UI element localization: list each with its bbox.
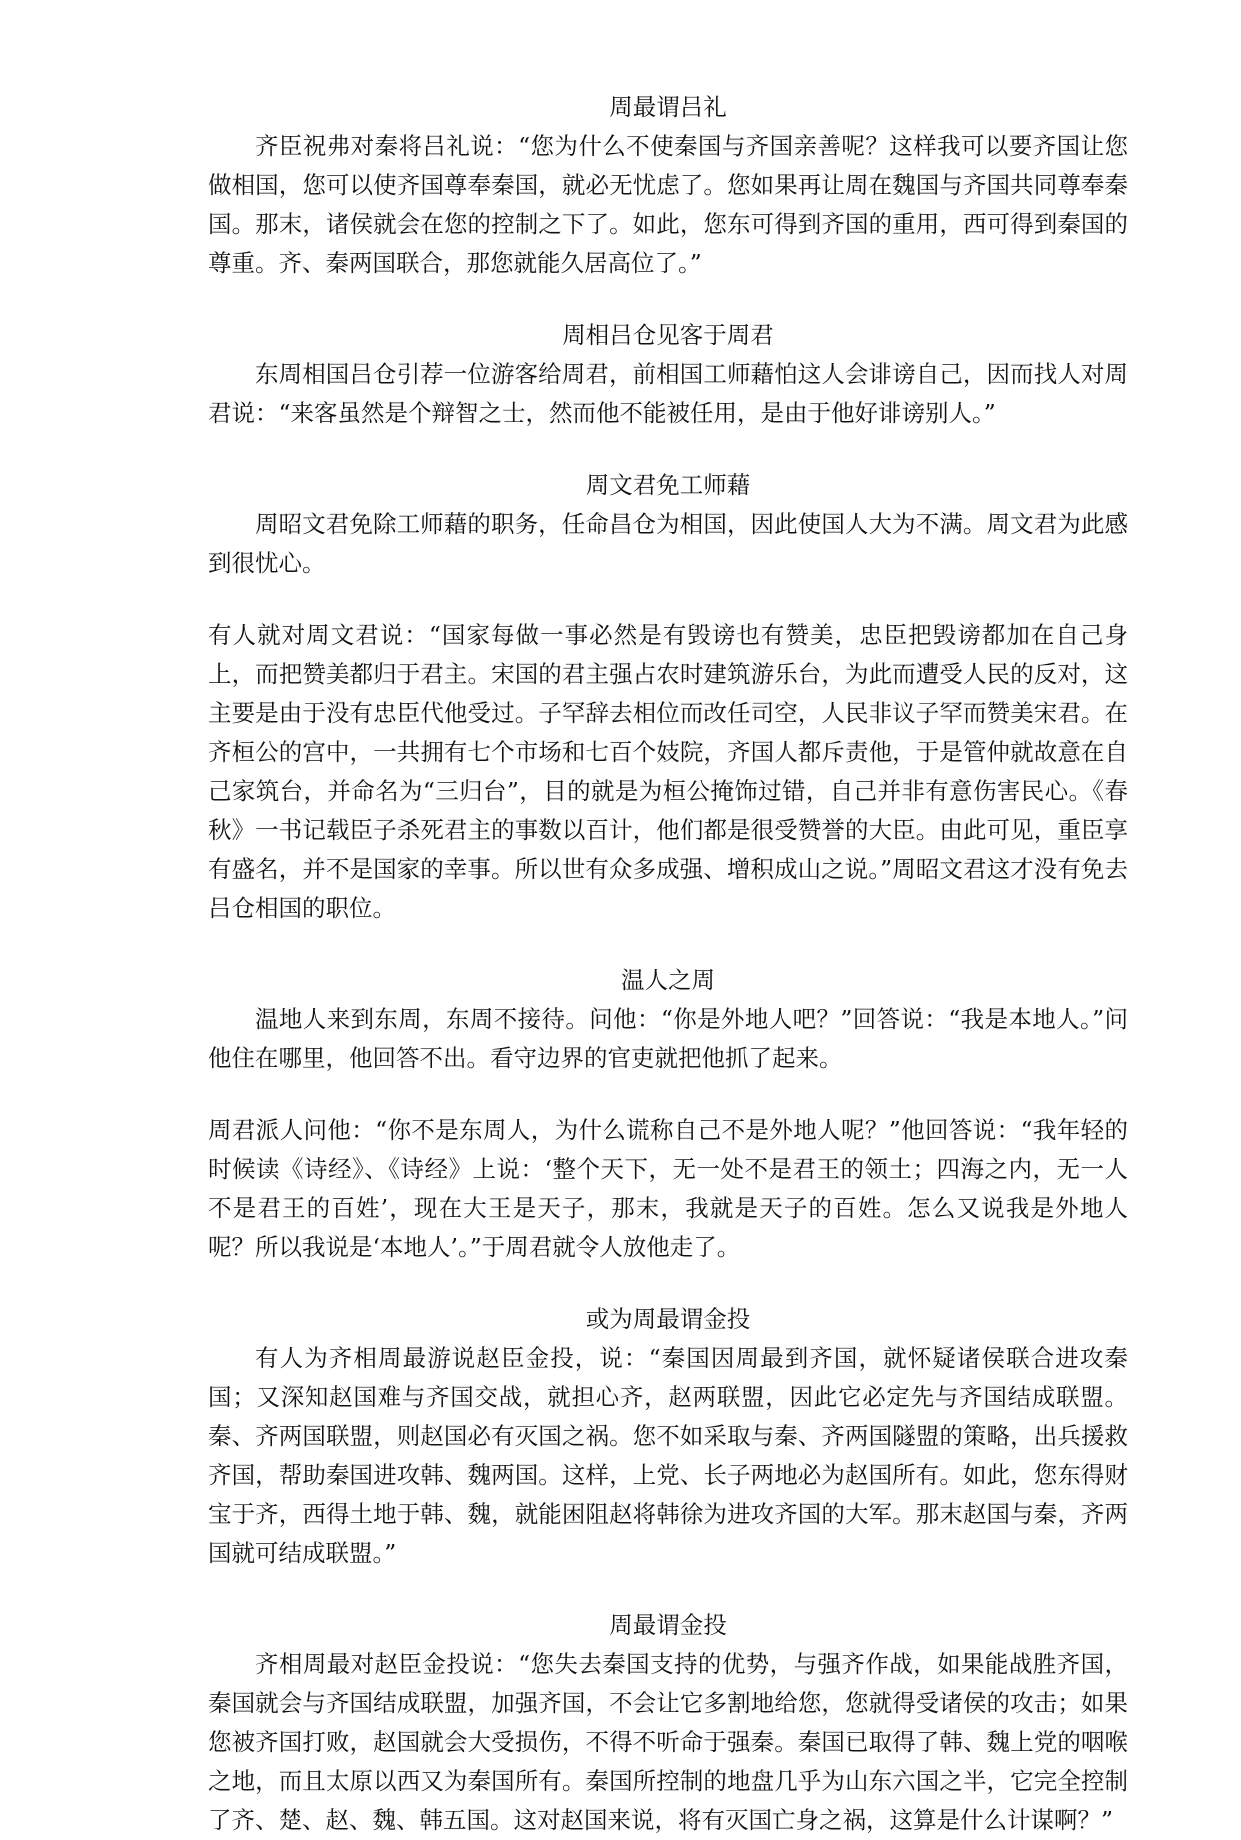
paragraph: 东周相国吕仓引荐一位游客给周君，前相国工师藉怕这人会诽谤自己，因而找人对周君说：“来客虽然是个辩智之士，然而他不能被任用，是由于他好诽谤别人。” <box>208 360 1128 427</box>
paragraph: 齐臣祝弗对秦将吕礼说：“您为什么不使秦国与齐国亲善呢？这样我可以要齐国让您做相国，您可以使齐国尊奉秦国，就必无忧虑了。您如果再让周在魏国与齐国共同尊奉秦国。那末，诸侯就会在您的控制之下了。如此，您东可得到齐国的重用，西可得到秦国的尊重。齐、秦两国联合，那您就能久居高位了。” <box>208 132 1128 277</box>
section-gap <box>208 283 1128 316</box>
section-gap <box>208 1573 1128 1606</box>
paragraph-gap <box>208 1078 1128 1111</box>
paragraph: 温地人来到东周，东周不接待。问他：“你是外地人吧？”回答说：“我是本地人。”问他住在哪里，他回答不出。看守边界的官吏就把他抓了起来。 <box>208 1005 1128 1072</box>
document-page <box>208 88 1128 1840</box>
section-title: 周最谓吕礼 <box>609 93 727 121</box>
section-title: 或为周最谓金投 <box>585 1305 751 1333</box>
paragraph: 有人为齐相周最游说赵臣金投，说：“秦国因周最到齐国，就怀疑诸侯联合进攻秦国；又深知赵国难与齐国交战，就担心齐，赵两联盟，因此它必定先与齐国结成联盟。秦、齐两国联盟，则赵国必有灭国之祸。您不如采取与秦、齐两国隧盟的策略，出兵援救齐国，帮助秦国进攻韩、魏两国。这样，上党、长子两地必为赵国所有。如此，您东得财宝于齐，西得土地于韩、魏，就能困阻赵将韩徐为进攻齐国的大军。那末赵国与秦，齐两国就可结成联盟。” <box>208 1344 1128 1567</box>
section-title: 温人之周 <box>621 966 715 994</box>
paragraph: 齐相周最对赵臣金投说：“您失去秦国支持的优势，与强齐作战，如果能战胜齐国，秦国就会与齐国结成联盟，加强齐国，不会让它多割地给您，您就得受诸侯的攻击；如果您被齐国打败，赵国就会大受损伤，不得不听命于强秦。秦国已取得了韩、魏上党的咽喉之地，而且太原以西又为秦国所有。秦国所控制的地盘几乎为山东六国之半，它完全控制了齐、楚、赵、魏、韩五国。这对赵国来说，将有灭国亡身之祸，这算是什么计谋啊？” <box>208 1650 1128 1834</box>
section-title: 周最谓金投 <box>609 1611 727 1639</box>
section-title: 周文君免工师藉 <box>585 471 751 499</box>
section-gap <box>208 928 1128 961</box>
section-gap <box>208 433 1128 466</box>
paragraph: 周君派人问他：“你不是东周人，为什么谎称自己不是外地人呢？”他回答说：“我年轻的时候读《诗经》、《诗经》上说：‘整个天下，无一处不是君王的领土；四海之内，无一人不是君王的百姓’，现在大王是天子，那末，我就是天子的百姓。怎么又说我是外地人呢？所以我说是‘本地人’。”于周君就令人放他走了。 <box>208 1116 1128 1261</box>
paragraph: 周昭文君免除工师藉的职务，任命昌仓为相国，因此使国人大为不满。周文君为此感到很忧心。 <box>208 510 1128 577</box>
paragraph-gap <box>208 583 1128 616</box>
section-title: 周相吕仓见客于周君 <box>562 321 774 349</box>
paragraph: 有人就对周文君说：“国家每做一事必然是有毁谤也有赞美，忠臣把毁谤都加在自己身上，而把赞美都归于君主。宋国的君主强占农时建筑游乐台，为此而遭受人民的反对，这主要是由于没有忠臣代他受过。子罕辞去相位而改任司空，人民非议子罕而赞美宋君。在齐桓公的宫中，一共拥有七个市场和七百个妓院，齐国人都斥责他，于是管仲就故意在自己家筑台，并命名为“三归台”，目的就是为桓公掩饰过错，自己并非有意伤害民心。《春秋》一书记载臣子杀死君主的事数以百计，他们都是很受赞誉的大臣。由此可见，重臣享有盛名，并不是国家的幸事。所以世有众多成强、增积成山之说。”周昭文君这才没有免去吕仓相国的职位。 <box>208 621 1128 922</box>
section-gap <box>208 1267 1128 1300</box>
